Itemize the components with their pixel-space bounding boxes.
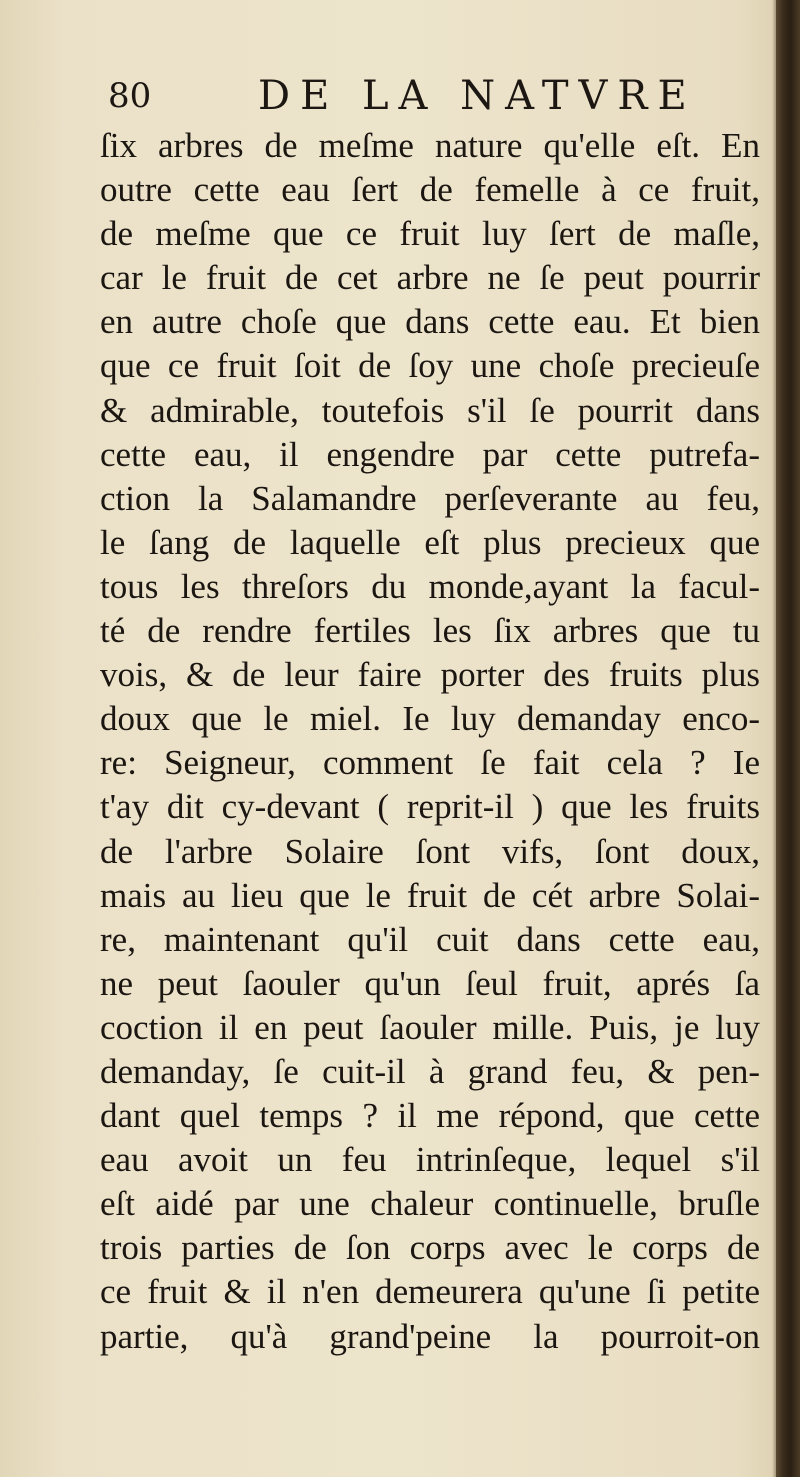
body-text [100, 124, 760, 1359]
text-line: que ce fruit ſoit de ſoy une choſe precieuſe [100, 346, 760, 386]
text-line: té de rendre fertiles les ſix arbres que tu [100, 611, 760, 651]
running-head: DE LA NATVRE [258, 73, 697, 119]
page-header [108, 72, 748, 122]
text-line: cette eau, il engendre par cette putrefa- [100, 434, 760, 474]
text-line: & admirable, toutefois s'il ſe pourrit dans [100, 390, 760, 430]
text-line: doux que le miel. Ie luy demanday enco- [100, 699, 760, 739]
page-number: 80 [108, 76, 152, 116]
text-line: de meſme que ce fruit luy ſert de maſle, [100, 214, 760, 254]
text-line: tous les threſors du monde,ayant la facul- [100, 566, 760, 606]
text-line: dant quel temps ? il me répond, que cette [100, 1096, 760, 1136]
text-line: outre cette eau ſert de femelle à ce fruit, [100, 170, 760, 210]
text-line: de l'arbre Solaire ſont vifs, ſont doux, [100, 831, 760, 871]
text-line: eſt aidé par une chaleur continuelle, bruſle [100, 1184, 760, 1224]
text-line: car le fruit de cet arbre ne ſe peut pourrir [100, 258, 760, 298]
text-line: en autre choſe que dans cette eau. Et bien [100, 302, 760, 342]
text-line: vois, & de leur faire porter des fruits plus [100, 655, 760, 695]
text-line: ce fruit & il n'en demeurera qu'une ſi petite [100, 1272, 760, 1312]
text-line: mais au lieu que le fruit de cét arbre Solai- [100, 875, 760, 915]
text-line: re, maintenant qu'il cuit dans cette eau, [100, 919, 760, 959]
text-line: trois parties de ſon corps avec le corps de [100, 1228, 760, 1268]
text-line: ction la Salamandre perſeverante au feu, [100, 478, 760, 518]
text-line: re: Seigneur, comment ſe fait cela ? Ie [100, 743, 760, 783]
text-line: partie, qu'à grand'peine la pourroit-on [100, 1316, 760, 1356]
text-line: demanday, ſe cuit-il à grand feu, & pen- [100, 1051, 760, 1091]
text-line: le ſang de laquelle eſt plus precieux que [100, 522, 760, 562]
text-line: ne peut ſaouler qu'un ſeul fruit, aprés ſa [100, 963, 760, 1003]
text-line: eau avoit un feu intrinſeque, lequel s'il [100, 1140, 760, 1180]
text-line: t'ay dit cy-devant ( reprit-il ) que les fruits [100, 787, 760, 827]
text-line: ſix arbres de meſme nature qu'elle eſt. En [100, 126, 760, 165]
book-binding [776, 0, 800, 1477]
text-line: coction il en peut ſaouler mille. Puis, je luy [100, 1007, 760, 1047]
